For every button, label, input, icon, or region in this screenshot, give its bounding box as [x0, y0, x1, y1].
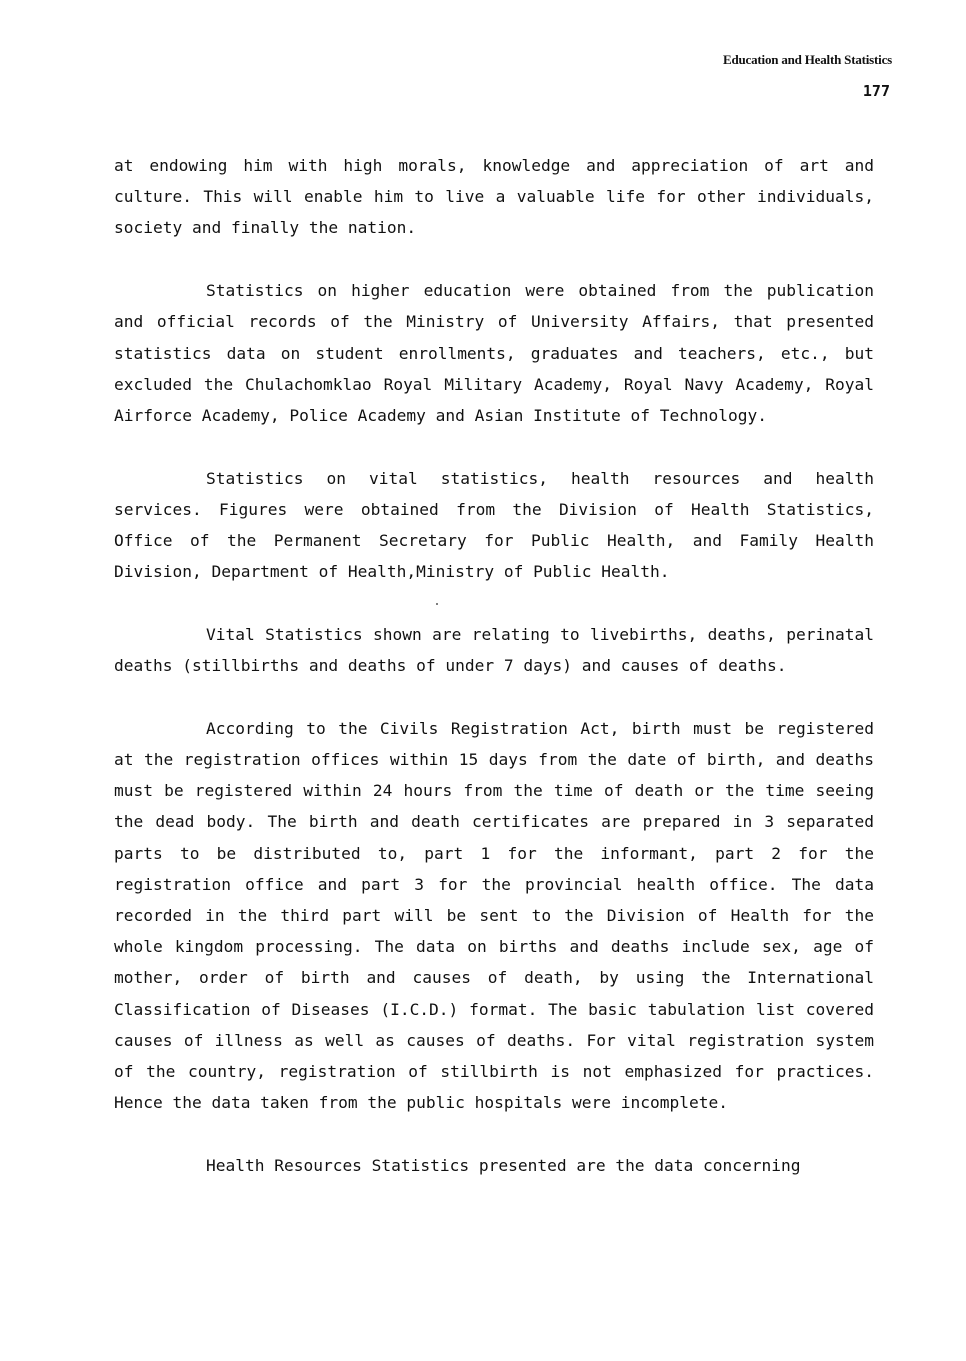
- paragraph-continuation: at endowing him with high morals, knowledge and appreciation of art and culture. This will enable him to live a valuable life for other individuals, society and finally the nation.: [114, 156, 874, 238]
- page-number: 177: [862, 82, 890, 100]
- body-text: [114, 150, 874, 1181]
- running-head: Education and Health Statistics: [723, 52, 892, 67]
- paragraph-health-resources: Health Resources Statistics presented are the data concerning: [206, 1155, 801, 1175]
- scan-speck: [436, 603, 438, 605]
- paragraph-vital-statistics: Vital Statistics shown are relating to livebirths, deaths, perinatal deaths (stillbirths and deaths of under 7 days) and causes of deaths.: [114, 624, 874, 676]
- paragraph-registration-act: According to the Civils Registration Act, birth must be registered at the registration offices within 15 days from the date of birth, and deaths must be registered within 24 hours from the time of death or the time seeing the dead body. The birth and death certificates are prepared in 3 separated parts to be distributed to, part 1 for the informant, part 2 for the registration office and part 3 for the provincial health office. The data recorded in the third part will be sent to the Division of Health for the whole kingdom processing. The data on births and deaths include sex, age of mother, order of birth and causes of death, by using the International Classification of Diseases (I.C.D.) format. The basic tabulation list covered causes of illness as well as causes of deaths. For vital registration system of the country, registration of stillbirth is not emphasized for practices. Hence the data taken from the public hospitals were incomplete.: [114, 718, 874, 1113]
- paragraph-health-sources: Statistics on vital statistics, health resources and health services. Figures were obtained from the Division of Health Statistics, Office of the Permanent Secretary for Public Health, and Family Health Division, Department of Health,Ministry of Public Health.: [114, 468, 874, 582]
- paragraph-higher-education: Statistics on higher education were obtained from the publication and official records of the Ministry of University Affairs, that presented statistics data on student enrollments, graduates and teachers, etc., but excluded the Chulachomklao Royal Military Academy, Royal Navy Academy, Royal Airforce Academy, Police Academy and Asian Institute of Technology.: [114, 281, 874, 425]
